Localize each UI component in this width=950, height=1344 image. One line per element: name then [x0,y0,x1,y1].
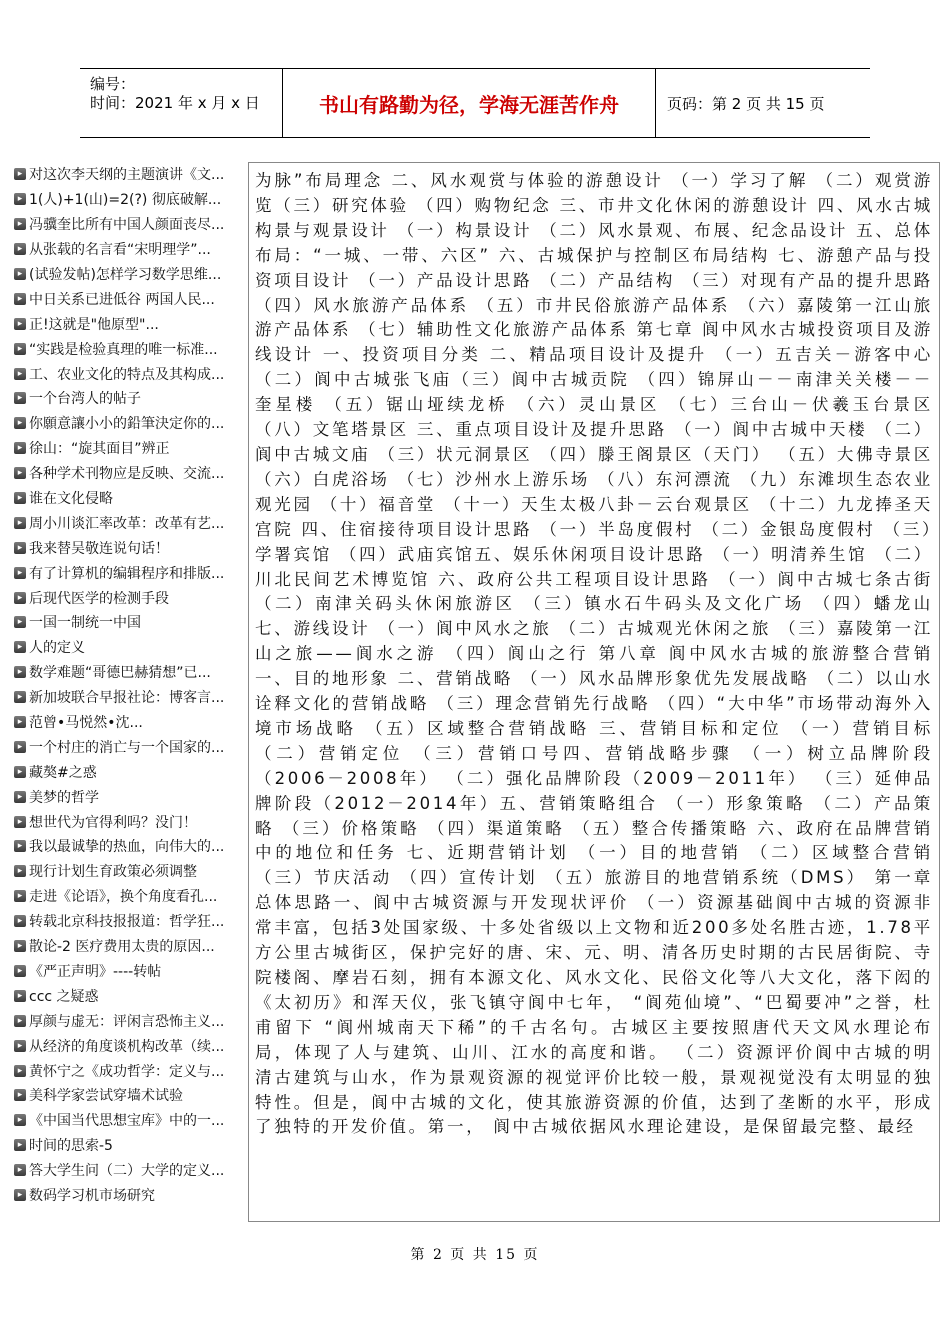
sidebar-link-label[interactable]: 一个村庄的消亡与一个国家的... [29,739,225,756]
sidebar-link-item[interactable] [14,1158,242,1183]
bullet-icon: ▸ [14,1164,26,1176]
sidebar-link-item[interactable] [14,1133,242,1158]
sidebar-link-label[interactable]: 从张载的名言看“宋明理学”... [29,242,211,259]
sidebar-link-label[interactable]: 藏獒#之惑 [29,764,97,781]
sidebar-link-label[interactable]: (试验发帖)怎样学习数学思维... [29,267,222,283]
bullet-icon: ▸ [14,392,26,404]
bullet-icon: ▸ [14,517,26,529]
sidebar-link-label[interactable]: 谁在文化侵略 [29,491,113,508]
sidebar-link-label[interactable]: 走进《论语》，换个角度看孔... [29,889,218,906]
sidebar-link-item[interactable] [14,834,242,859]
sidebar-link-label[interactable]: 1(人)+1(山)=2(?) 彻底破解... [29,192,222,209]
bullet-icon: ▸ [14,1040,26,1052]
document-body [248,162,940,1222]
sidebar-link-label[interactable]: 现行计划生育政策必须调整 [29,864,197,881]
sidebar-link-item[interactable] [14,1033,242,1058]
sidebar-link-item[interactable] [14,635,242,660]
sidebar-link-item[interactable] [14,361,242,386]
sidebar-link-item[interactable] [14,386,242,411]
sidebar-link-label[interactable]: 后现代医学的检测手段 [29,590,169,607]
sidebar-link-label[interactable]: 数学难题“哥德巴赫猜想”已... [29,665,211,682]
bullet-icon: ▸ [14,1189,26,1201]
bullet-icon: ▸ [14,915,26,927]
sidebar-link-item[interactable] [14,510,242,535]
sidebar-link-item[interactable] [14,237,242,262]
sidebar-link-label[interactable]: 各种学术刊物应是反映、交流... [29,466,225,483]
sidebar-link-item[interactable] [14,660,242,685]
sidebar-link-label[interactable]: 一国一制统一中国 [29,615,141,632]
sidebar-link-label[interactable]: 我来替吴敬连说句话！ [29,540,169,557]
sidebar-link-label[interactable]: 我以最诚挚的热血，向伟大的... [29,839,225,856]
sidebar-link-item[interactable] [14,1083,242,1108]
bullet-icon: ▸ [14,467,26,479]
bullet-icon: ▸ [14,542,26,554]
bullet-icon: ▸ [14,1139,26,1151]
sidebar-link-item[interactable] [14,286,242,311]
bullet-icon: ▸ [14,791,26,803]
page-footer: 第 2 页 共 15 页 [410,1247,540,1263]
sidebar-link-item[interactable] [14,486,242,511]
sidebar-link-item[interactable] [14,1008,242,1033]
bullet-icon: ▸ [14,940,26,952]
bullet-icon: ▸ [14,318,26,330]
sidebar-link-item[interactable] [14,436,242,461]
bullet-icon: ▸ [14,168,26,180]
sidebar-link-item[interactable] [14,983,242,1008]
sidebar-link-label[interactable]: 有了计算机的编辑程序和排版... [29,565,225,582]
sidebar-link-label[interactable]: ccc 之疑惑 [29,988,99,1005]
bullet-icon: ▸ [14,492,26,504]
sidebar-link-item[interactable] [14,311,242,336]
bullet-icon: ▸ [14,218,26,230]
bullet-icon: ▸ [14,716,26,728]
sidebar-link-label[interactable]: 对这次李天纲的主题演讲《文... [29,167,225,184]
sidebar-link-label[interactable]: 徐山：“旋其面目”辨正 [29,441,170,458]
sidebar-link-item[interactable] [14,1108,242,1133]
sidebar-link-item[interactable] [14,212,242,237]
bullet-icon: ▸ [14,368,26,380]
sidebar-link-item[interactable] [14,1058,242,1083]
sidebar-link-label[interactable]: 黄怀宁之《成功哲学：定义与... [29,1063,225,1080]
sidebar-link-item[interactable] [14,461,242,486]
sidebar-link-label[interactable]: 时间的思索-5 [29,1138,113,1155]
sidebar-link-item[interactable] [14,934,242,959]
sidebar-link-label[interactable]: 散论-2 医疗费用太贵的原因... [29,939,215,956]
bullet-icon: ▸ [14,417,26,429]
sidebar-link-item[interactable] [14,535,242,560]
sidebar-link-item[interactable] [14,784,242,809]
page-header [80,68,870,138]
sidebar-link-label[interactable]: “实践是检验真理的唯一标准... [29,341,218,358]
sidebar-link-label[interactable]: 数码学习机市场研究 [29,1187,155,1204]
sidebar-link-label[interactable]: 你願意讓小小的鉛筆決定你的... [29,416,225,433]
sidebar-link-label[interactable]: 厚颜与虚无：评闲言恐怖主义... [29,1013,225,1030]
bullet-icon: ▸ [14,816,26,828]
body-text: 为脉”布局理念 二、风水观赏与体验的游憩设计 （一）学习了解 （二）观赏游览（三）研究体验 （四）购物纪念 三、市井文化休闲的游憩设计 四、风水古城构景与观景设计 （一）构景设计 （二）风水景观、布展、纪念品设计 五、总体布局：“一城、一带、六区” 六、古城保护与控制区布局结构 七、游憩产品与投资项目设计 （一）产品设计思路 （二）产品结构 （三）对现有产品的提升思路 （四）风水旅游产品体系 （五）市井民俗旅游产品体系 （六）嘉陵第一江山旅游产品体系 （七）辅助性文化旅游产品体系 第七章 阆中风水古城投资项目及游线设计 一、投资项目分类 二、精品项目设计及提升 （一）五吉关－游客中心 （二）阆中古城张飞庙（三）阆中古城贡院 （四）锦屏山－－南津关关楼－－奎星楼 （五）锯山垭续龙桥 （六）灵山景区 （七）三台山－伏羲玉台景区 （八）文笔塔景区 三、重点项目设计及提升思路 （一）阆中古城中天楼 （二）阆中古城文庙 （三）状元洞景区 （四）滕王阁景区（天门） （五）大佛寺景区 （六）白虎浴场 （七）沙州水上游乐场 （八）东河漂流 （九）东滩坝生态农业观光园 （十）福音堂 （十一）天生太极八卦－云台观景区 （十二）九龙捧圣天宫院 四、住宿接待项目设计思路 （一）半岛度假村 （二）金银岛度假村 （三）学署宾馆 （四）武庙宾馆五、娱乐休闲项目设计思路 （一）明清养生馆 （二）川北民间艺术博览馆 六、政府公共工程项目设计思路 （一）阆中古城七条古街 （二）南津关码头休闲旅游区 （三）镇水石牛码头及文化广场 （四）蟠龙山 七、游线设计 （一）阆中风水之旅 （二）古城观光休闲之旅 （三）嘉陵第一江山之旅——阆水之游 （四）阆山之行 第八章 阆中风水古城的旅游整合营销 一、目的地形象 二、营销战略 （一）风水品牌形象优先发展战略 （二）以山水诠释文化的营销战略 （三）理念营销先行战略 （四）“大中华”市场带动海外入境市场战略 （五）区域整合营销战略 三、营销目标和定位 （一）营销目标 （二）营销定位 （三）营销口号四、营销战略步骤 （一）树立品牌阶段（2006－2008年） （二）强化品牌阶段（2009－2011年） （三）延伸品牌阶段（2012－2014年）五、营销策略组合 （一）形象策略 （二）产品策略 （三）价格策略 （四）渠道策略 （五）整合传播策略 六、政府在品牌营销中的地位和任务 七、近期营销计划 （一）目的地营销 （二）区域整合营销 （三）节庆活动 （四）宣传计划 （五）旅游目的地营销系统（DMS） 第一章 总体思路一、阆中古城资源与开发现状评价 （一）资源基础阆中古城的资源非常丰富，包括3处国家级、十多处省级以上文物和近200多处名胜古迹，1.78平方公里古城街区，保护完好的唐、宋、元、明、清各历史时期的古民居街院、寺院楼阁、摩岩石刻，拥有本源文化、风水文化、民俗文化等八大文化，落下闳的《太初历》和浑天仪，张飞镇守阆中七年， “阆苑仙境”、“巴蜀要冲”之誉，杜甫留下 “阆州城南天下稀”的千古名句。古城区主要按照唐代天文风水理论布局，体现了人与建筑、山川、江水的高度和谐。 （二）资源评价阆中古城的明清古建筑与山水，作为景观资源的视觉评价比较一般，景观视觉没有太明显的独特性。但是，阆中古城的文化，使其旅游资源的价值，达到了垄断的水平，形成了独特的开发价值。第一， 阆中古城依据风水理论建设，是保留最完整、最经 [255,171,933,1137]
sidebar-link-label[interactable]: 美梦的哲学 [29,789,99,806]
sidebar-link-label[interactable]: 转载北京科技报报道：哲学狂... [29,914,225,931]
bullet-icon: ▸ [14,567,26,579]
bullet-icon: ▸ [14,592,26,604]
bullet-icon: ▸ [14,1015,26,1027]
document-time-label: 时间：2021 年 x 月 x 日 [90,94,260,112]
bullet-icon: ▸ [14,343,26,355]
header-page-label: 页码：第 2 页 共 15 页 [667,94,825,113]
bullet-icon: ▸ [14,990,26,1002]
bullet-icon: ▸ [14,666,26,678]
sidebar-link-label[interactable]: 《严正声明》----转帖 [29,963,162,980]
sidebar-link-item[interactable] [14,336,242,361]
sidebar-link-item[interactable] [14,734,242,759]
bullet-icon: ▸ [14,268,26,280]
sidebar-link-label[interactable]: 美科学家尝试穿墙术试验 [29,1088,183,1105]
bullet-icon: ▸ [14,840,26,852]
bullet-icon: ▸ [14,641,26,653]
sidebar-link-item[interactable] [14,610,242,635]
sidebar-link-label[interactable]: 冯骥奎比所有中国人颜面丧尽... [29,217,225,234]
bullet-icon: ▸ [14,890,26,902]
sidebar-link-item[interactable] [14,187,242,212]
sidebar-link-item[interactable] [14,859,242,884]
bullet-icon: ▸ [14,865,26,877]
bullet-icon: ▸ [14,965,26,977]
header-motto: 书山有路勤为径，学海无涯苦作舟 [282,69,656,137]
bullet-icon: ▸ [14,1065,26,1077]
bullet-icon: ▸ [14,193,26,205]
sidebar-link-item[interactable] [14,685,242,710]
sidebar-link-label[interactable]: 周小川谈汇率改革：改革有艺... [29,515,225,532]
sidebar-link-label[interactable]: 从经济的角度谈机构改革（续... [29,1038,225,1055]
sidebar-link-label[interactable]: 中日关系已进低谷 两国人民... [29,291,215,308]
sidebar-link-label[interactable]: 想世代为官得利吗？没门！ [29,814,197,831]
bullet-icon: ▸ [14,243,26,255]
sidebar-link-label[interactable]: 新加坡联合早报社论：博客言... [29,690,225,707]
sidebar-link-label[interactable]: 工、农业文化的特点及其构成... [29,366,225,383]
sidebar-link-label[interactable]: 答大学生问（二）大学的定义... [29,1163,225,1180]
sidebar-link-item[interactable] [14,1183,242,1208]
bullet-icon: ▸ [14,616,26,628]
sidebar-link-item[interactable] [14,884,242,909]
document-number-label: 编号： [90,75,136,93]
sidebar-link-item[interactable] [14,585,242,610]
sidebar-link-item[interactable] [14,710,242,735]
bullet-icon: ▸ [14,691,26,703]
sidebar-link-item[interactable] [14,162,242,187]
bullet-icon: ▸ [14,766,26,778]
sidebar-link-item[interactable] [14,809,242,834]
sidebar-link-label[interactable]: 人的定义 [29,640,85,657]
bullet-icon: ▸ [14,1089,26,1101]
sidebar-link-item[interactable] [14,411,242,436]
sidebar-link-item[interactable] [14,959,242,984]
sidebar-link-item[interactable] [14,909,242,934]
bullet-icon: ▸ [14,741,26,753]
sidebar-link-label[interactable]: 《中国当代思想宝库》中的一... [29,1113,225,1130]
bullet-icon: ▸ [14,293,26,305]
bullet-icon: ▸ [14,1114,26,1126]
sidebar-link-item[interactable] [14,759,242,784]
sidebar-link-label[interactable]: 范曾•马悦然•沈... [29,715,143,732]
header-meta [80,69,282,137]
sidebar-link-label[interactable]: 一个台湾人的帖子 [29,391,141,408]
sidebar-link-item[interactable] [14,560,242,585]
sidebar-link-label[interactable]: 正!这就是"他原型"... [29,316,159,333]
related-articles-list [14,162,242,1207]
bullet-icon: ▸ [14,442,26,454]
sidebar-link-item[interactable] [14,262,242,287]
